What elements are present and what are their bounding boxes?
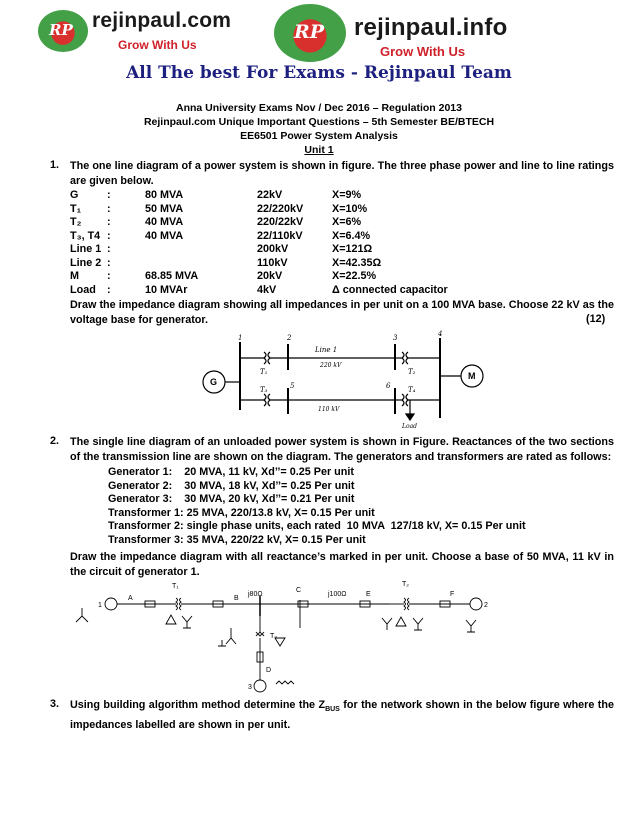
q2-number: 2. — [50, 435, 60, 447]
q3-text-b: for the network shown in the below figure where the impedances labelled are shown in per unit. — [70, 699, 614, 731]
q1-table-kv: 200kV — [257, 243, 289, 255]
q1-table-name: M — [70, 270, 79, 282]
q3-text-a: Using building algorithm method determine the Z — [70, 699, 326, 711]
q1-table-name: Line 1 — [70, 243, 102, 255]
logo-tagline: Grow With Us — [118, 38, 197, 52]
q1-table-kv: 22/220kV — [257, 202, 304, 215]
motor-label: M — [468, 371, 476, 381]
bus-1-label: 1 — [238, 334, 243, 342]
x-bc-label: j80Ω — [248, 591, 263, 598]
node-b-label: B — [234, 595, 239, 602]
q2-task: Draw the impedance diagram with all reactance’s marked in per unit. Choose a base of 50 MVA, 11 kV in the circuit of generator 1. — [70, 551, 614, 579]
q1-task: Draw the impedance diagram showing all impedances in per unit on a 100 MVA base. Choose 22 kV as the voltage base for generator. — [70, 299, 614, 327]
q1-table-x: X=42.35Ω — [332, 256, 382, 269]
t3-label: T₃ — [270, 633, 278, 640]
bus-6-label: 6 — [386, 382, 391, 390]
q1-table-sep: : — [107, 202, 111, 215]
q2-rating-line: Transformer 1: 25 MVA, 220/13.8 kV, X= 0.15 Per unit — [108, 506, 375, 519]
generator-1-symbol — [105, 598, 117, 610]
t3-label: T₃ — [260, 386, 268, 394]
q1-table-sep: : — [107, 243, 111, 255]
header-line-3: EE6501 Power System Analysis — [240, 130, 398, 142]
node-e-label: E — [366, 591, 371, 598]
q1-table-sep: : — [107, 283, 111, 296]
t1-label: T₁ — [260, 368, 268, 376]
bus-5-label: 5 — [290, 382, 295, 390]
logo-mark: RP — [294, 21, 325, 43]
gen-3-label: 3 — [248, 684, 252, 691]
q1-table-x: X=121Ω — [332, 243, 373, 255]
header-line-2: Rejinpaul.com Unique Important Questions – 5th Semester BE/BTECH — [143, 116, 495, 128]
q1-table-sep: : — [107, 270, 111, 282]
q1-intro: The one line diagram of a power system is shown in figure. The three phase power and line to line ratings are given below. — [70, 160, 614, 188]
q1-table-x: X=22.5% — [332, 270, 377, 282]
q1-marks: (12) — [586, 313, 606, 325]
q1-table-mva: 10 MVAr — [145, 283, 188, 296]
q1-table-sep: : — [107, 256, 111, 269]
q2-single-line-diagram — [70, 576, 500, 694]
rejinpaul-com-logo — [30, 4, 250, 62]
q1-table-x: X=6.4% — [332, 229, 371, 242]
load-label: Load — [402, 423, 418, 430]
q2-intro: The single line diagram of an unloaded power system is shown in Figure. Reactances of the two sections of the transmission line are shown on the diagram. The generators and transformers are rated as follows: — [70, 436, 614, 464]
q1-table-name: T₂ — [70, 216, 82, 228]
q3-text — [70, 698, 614, 733]
line1-label: Line 1 — [315, 346, 338, 354]
q1-table-x: X=9% — [332, 189, 362, 201]
logo-tagline: Grow With Us — [380, 44, 466, 59]
q1-table-mva: 68.85 MVA — [145, 270, 199, 282]
q1-table-mva: 80 MVA — [145, 189, 184, 201]
q1-number: 1. — [50, 159, 60, 171]
line1-kv-label: 220 kV — [320, 362, 342, 369]
q1-table-x: X=10% — [332, 202, 368, 215]
unit-heading: Unit 1 — [304, 144, 334, 156]
q3-text-sub: BUS — [325, 706, 340, 714]
node-c-label: C — [296, 587, 302, 594]
banner: All The best For Exams - Rejinpaul Team — [126, 63, 512, 83]
generator-3-symbol — [254, 680, 266, 692]
bus-2-label: 2 — [287, 334, 292, 342]
gen-1-label: 1 — [98, 602, 102, 609]
line2-kv-label: 110 kV — [318, 406, 340, 413]
q1-table-sep: : — [107, 229, 111, 242]
q1-one-line-diagram — [190, 330, 500, 430]
generator-2-symbol — [470, 598, 482, 610]
q2-rating-line: Generator 3: 30 MVA, 20 kV, Xd’’= 0.21 Per unit — [108, 493, 355, 505]
gen-2-label: 2 — [484, 602, 488, 609]
q2-rating-line: Transformer 3: 35 MVA, 220/22 kV, X= 0.15 Per unit — [108, 533, 366, 546]
t4-label: T₄ — [408, 386, 416, 394]
q1-table-kv: 20kV — [257, 270, 283, 282]
generator-label: G — [210, 377, 218, 387]
q1-table-kv: 4kV — [257, 283, 277, 296]
bus-4-label: 4 — [438, 330, 443, 338]
t2-label: T₂ — [402, 581, 409, 588]
q1-table-mva: 50 MVA — [145, 202, 184, 215]
logo-mark: RP — [49, 21, 73, 39]
logo-brand: rejinpaul.com — [92, 9, 232, 32]
q1-table-kv: 22/110kV — [257, 229, 303, 242]
q2-rating-line: Generator 1: 20 MVA, 11 kV, Xd’’= 0.25 Per unit — [108, 466, 354, 478]
t1-label: T₁ — [172, 583, 179, 590]
q1-table-kv: 110kV — [257, 256, 288, 269]
q1-table-name: T₃, T4 — [70, 229, 101, 242]
q1-table-sep: : — [107, 189, 111, 201]
bus-3-label: 3 — [393, 334, 398, 342]
q2-rating-line: Generator 2: 30 MVA, 18 kV, Xd’’= 0.25 Per unit — [108, 479, 355, 492]
node-d-label: D — [266, 667, 272, 674]
t2-label: T₂ — [408, 368, 416, 376]
q1-table-name: Line 2 — [70, 256, 102, 269]
q1-table-kv: 220/22kV — [257, 216, 304, 228]
q1-table-x: Δ connected capacitor — [332, 283, 448, 296]
q3-number: 3. — [50, 698, 60, 710]
logo-brand: rejinpaul.info — [354, 14, 508, 41]
node-a-label: A — [128, 595, 133, 602]
x-ce-label: j100Ω — [328, 591, 347, 598]
q1-table-mva: 40 MVA — [145, 229, 184, 242]
q1-table-mva: 40 MVA — [145, 216, 184, 228]
q1-table-sep: : — [107, 216, 111, 228]
rejinpaul-info-logo — [272, 4, 592, 62]
header-line-1: Anna University Exams Nov / Dec 2016 – Regulation 2013 — [176, 102, 462, 114]
q1-table-name: G — [70, 189, 79, 201]
node-f-label: F — [450, 591, 455, 598]
q2-rating-line: Transformer 2: single phase units, each rated 10 MVA 127/18 kV, X= 0.15 Per unit — [108, 520, 526, 532]
q1-table-x: X=6% — [332, 216, 362, 228]
q1-table-kv: 22kV — [257, 189, 283, 201]
q1-table-name: Load — [70, 283, 96, 296]
q1-table-name: T₁ — [70, 202, 82, 215]
